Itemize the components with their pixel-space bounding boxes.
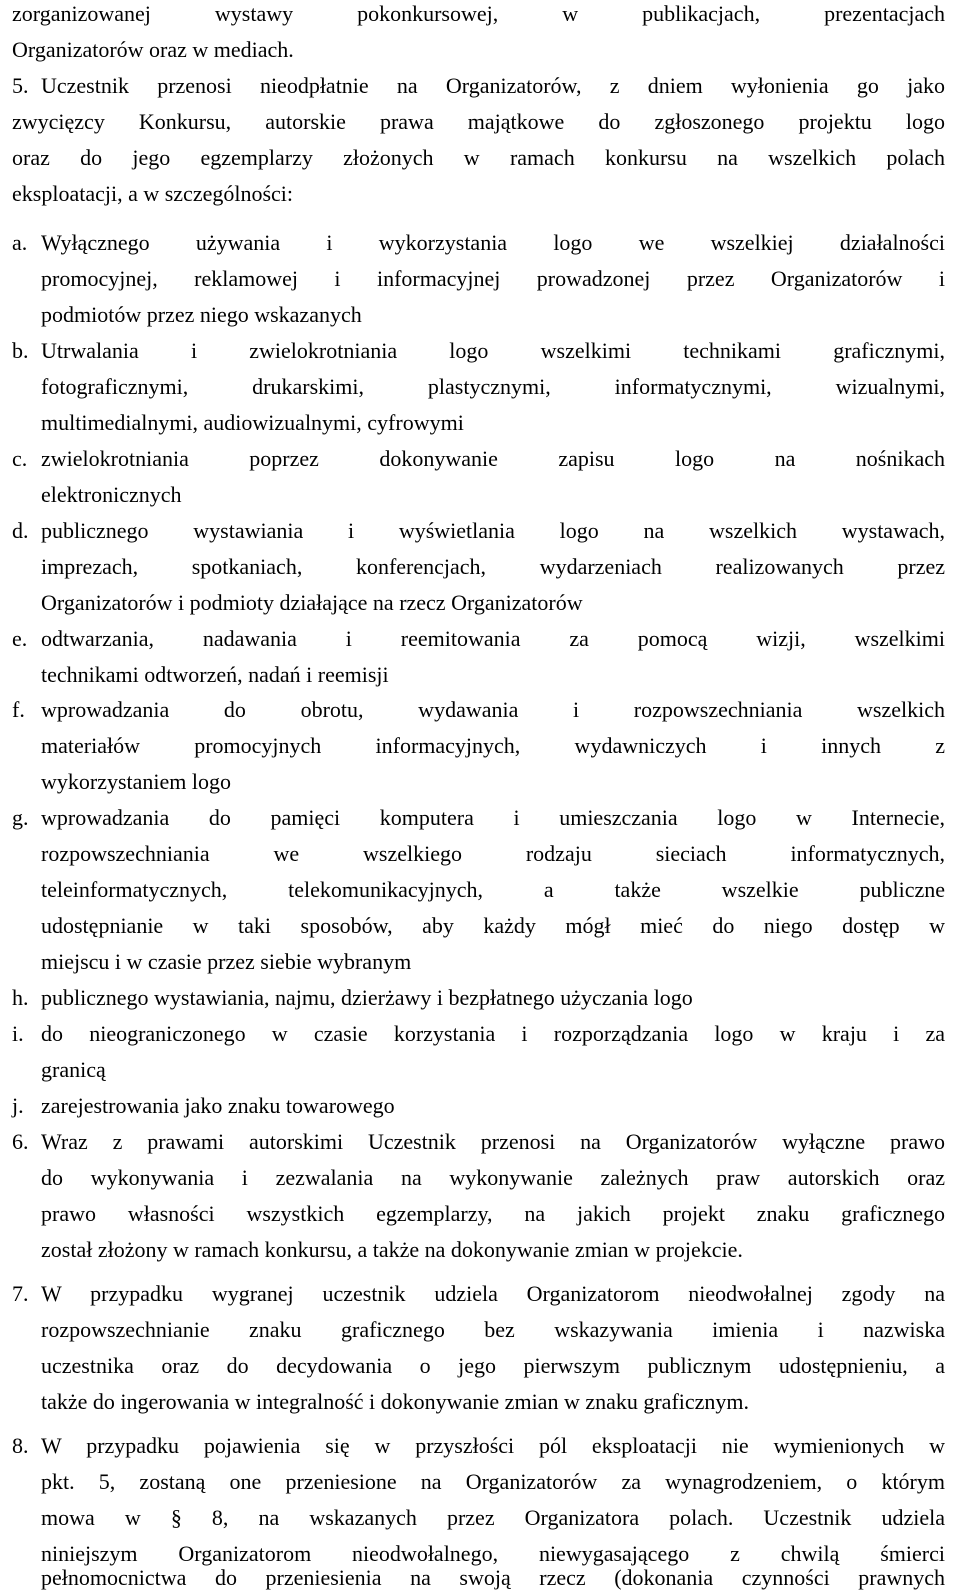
- subitem-line: wprowadzania do pamięci komputera i umieszczania logo w Internecie,: [41, 805, 945, 830]
- point-text-line: niniejszym Organizatorom nieodwołalnego, niewygasającego z chwilą śmierci: [41, 1541, 945, 1566]
- subitem-label: j.: [12, 1093, 24, 1118]
- subitem-line: zwielokrotniania poprzez dokonywanie zapisu logo na nośnikach: [41, 446, 945, 471]
- subitem-line: publicznego wystawiania, najmu, dzierżawy i bezpłatnego użyczania logo: [41, 985, 693, 1010]
- point-text-line: Uczestnik przenosi nieodpłatnie na Organizatorów, z dniem wyłonienia go jako: [41, 73, 945, 98]
- subitem-line: technikami odtworzeń, nadań i reemisji: [41, 662, 389, 687]
- subitem-line: promocyjnej, reklamowej i informacyjnej prowadzonej przez Organizatorów i: [41, 266, 945, 291]
- subitem-line: Wyłącznego używania i wykorzystania logo we wszelkiej działalności: [41, 230, 945, 255]
- subitem-line: elektronicznych: [41, 482, 182, 507]
- subitem-line: granicą: [41, 1057, 106, 1082]
- subitem-label: b.: [12, 338, 29, 363]
- point-text-line: pełnomocnictwa do przeniesienia na swoją rzecz (dokonania czynności prawnych: [41, 1565, 945, 1590]
- point-text-line: uczestnika oraz do decydowania o jego pierwszym publicznym udostępnieniu, a: [41, 1353, 945, 1378]
- subitem-label: e.: [12, 626, 28, 651]
- subitem-line: Organizatorów i podmioty działające na rzecz Organizatorów: [41, 590, 583, 615]
- subitem-line: podmiotów przez niego wskazanych: [41, 302, 362, 327]
- subitem-line: imprezach, spotkaniach, konferencjach, wydarzeniach realizowanych przez: [41, 554, 945, 579]
- point-number: 8.: [12, 1433, 29, 1458]
- subitem-line: teleinformatycznych, telekomunikacyjnych, a także wszelkie publiczne: [41, 877, 945, 902]
- point-text-line: prawo własności wszystkich egzemplarzy, na jakich projekt znaku graficznego: [41, 1201, 945, 1226]
- subitem-line: do nieograniczonego w czasie korzystania i rozporządzania logo w kraju i za: [41, 1021, 945, 1046]
- subitem-line: fotograficznymi, drukarskimi, plastycznymi, informatycznymi, wizualnymi,: [41, 374, 945, 399]
- intro-line: Organizatorów oraz w mediach.: [12, 37, 294, 62]
- point-text-line: oraz do jego egzemplarzy złożonych w ramach konkursu na wszelkich polach: [12, 145, 945, 170]
- subitem-label: f.: [12, 697, 25, 722]
- intro-line: zorganizowanej wystawy pokonkursowej, w publikacjach, prezentacjach: [12, 1, 945, 26]
- subitem-line: Utrwalania i zwielokrotniania logo wszelkimi technikami graficznymi,: [41, 338, 945, 363]
- subitem-label: d.: [12, 518, 29, 543]
- point-text-line: pkt. 5, zostaną one przeniesione na Organizatorów za wynagrodzeniem, o którym: [41, 1469, 945, 1494]
- point-number: 7.: [12, 1281, 29, 1306]
- point-text-line: W przypadku pojawienia się w przyszłości pól eksploatacji nie wymienionych w: [41, 1433, 945, 1458]
- point-number: 6.: [12, 1129, 29, 1154]
- point-text-line: rozpowszechnianie znaku graficznego bez wskazywania imienia i nazwiska: [41, 1317, 945, 1342]
- subitem-line: zarejestrowania jako znaku towarowego: [41, 1093, 395, 1118]
- subitem-line: publicznego wystawiania i wyświetlania logo na wszelkich wystawach,: [41, 518, 945, 543]
- point-text-line: został złożony w ramach konkursu, a także na dokonywanie zmian w projekcie.: [41, 1237, 743, 1262]
- subitem-label: g.: [12, 805, 29, 830]
- subitem-label: i.: [12, 1021, 24, 1046]
- point-text-line: do wykonywania i zezwalania na wykonywanie zależnych praw autorskich oraz: [41, 1165, 945, 1190]
- subitem-line: odtwarzania, nadawania i reemitowania za pomocą wizji, wszelkimi: [41, 626, 945, 651]
- subitem-line: wprowadzania do obrotu, wydawania i rozpowszechniania wszelkich: [41, 697, 945, 722]
- point-number: 5.: [12, 73, 29, 98]
- subitem-line: wykorzystaniem logo: [41, 769, 232, 794]
- point-text-line: Wraz z prawami autorskimi Uczestnik przenosi na Organizatorów wyłączne prawo: [41, 1129, 945, 1154]
- subitem-line: multimedialnymi, audiowizualnymi, cyfrowymi: [41, 410, 464, 435]
- subitem-line: miejscu i w czasie przez siebie wybranym: [41, 949, 412, 974]
- point-text-line: mowa w § 8, na wskazanych przez Organizatora polach. Uczestnik udziela: [41, 1505, 945, 1530]
- subitem-line: udostępnianie w taki sposobów, aby każdy mógł mieć do niego dostęp w: [41, 913, 945, 938]
- subitem-line: materiałów promocyjnych informacyjnych, wydawniczych i innych z: [41, 733, 945, 758]
- point-text-line: także do ingerowania w integralność i dokonywanie zmian w znaku graficznym.: [41, 1389, 750, 1414]
- point-text-line: zwycięzcy Konkursu, autorskie prawa majątkowe do zgłoszonego projektu logo: [12, 109, 945, 134]
- point-text-line: W przypadku wygranej uczestnik udziela Organizatorom nieodwołalnej zgody na: [41, 1281, 945, 1306]
- subitem-label: c.: [12, 446, 28, 471]
- subitem-line: rozpowszechniania we wszelkiego rodzaju sieciach informatycznych,: [41, 841, 945, 866]
- point-text-line: eksploatacji, a w szczególności:: [12, 181, 294, 206]
- subitem-label: h.: [12, 985, 29, 1010]
- subitem-label: a.: [12, 230, 28, 255]
